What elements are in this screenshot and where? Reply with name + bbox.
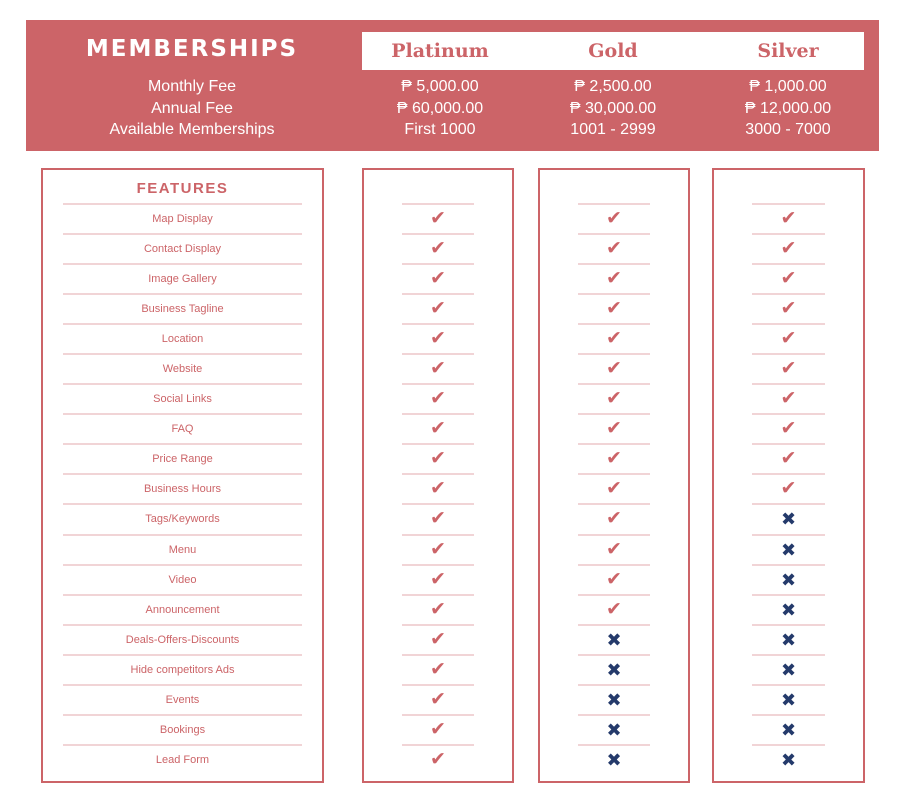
check-icon: ✔ bbox=[430, 568, 446, 590]
check-icon: ✔ bbox=[430, 208, 446, 229]
check-icon: ✔ bbox=[780, 448, 797, 470]
row-divider bbox=[402, 564, 474, 566]
check-icon: ✔ bbox=[606, 508, 622, 530]
row-divider bbox=[63, 503, 302, 505]
check-icon: ✔ bbox=[780, 268, 797, 290]
platinum-feature-row bbox=[364, 353, 512, 383]
platinum-feature-row bbox=[364, 654, 512, 684]
row-divider bbox=[402, 323, 474, 325]
feature-row bbox=[43, 684, 322, 714]
platinum-feature-row bbox=[364, 263, 512, 293]
check-icon: ✔ bbox=[606, 298, 622, 320]
row-divider bbox=[752, 534, 825, 536]
cross-icon: ✖ bbox=[780, 719, 797, 740]
check-icon: ✔ bbox=[430, 478, 446, 500]
feature-label: Business Tagline bbox=[141, 303, 224, 316]
row-divider bbox=[63, 624, 302, 626]
platinum-feature-row bbox=[364, 293, 512, 323]
gold-feature-row bbox=[540, 263, 688, 293]
feature-row bbox=[43, 263, 322, 293]
gold-feature-row bbox=[540, 594, 688, 624]
row-divider bbox=[578, 594, 650, 596]
row-divider bbox=[752, 293, 825, 295]
feature-label: Business Hours bbox=[143, 483, 222, 496]
row-divider bbox=[578, 383, 650, 385]
feature-row bbox=[43, 443, 322, 473]
check-icon: ✔ bbox=[430, 748, 446, 770]
check-icon: ✔ bbox=[430, 688, 446, 710]
feature-label: FAQ bbox=[171, 423, 194, 436]
row-divider bbox=[402, 744, 474, 746]
feature-row bbox=[43, 203, 322, 233]
row-divider bbox=[63, 383, 302, 385]
feature-row bbox=[43, 323, 322, 353]
silver-monthly-fee: ₱ 1,000.00 bbox=[749, 78, 827, 95]
row-divider bbox=[402, 203, 474, 205]
silver-feature-row bbox=[714, 564, 863, 594]
row-divider bbox=[63, 293, 302, 295]
platinum-feature-row bbox=[364, 564, 512, 594]
row-divider bbox=[63, 323, 302, 325]
feature-row bbox=[43, 503, 322, 533]
check-icon: ✔ bbox=[430, 298, 446, 320]
cross-icon: ✖ bbox=[780, 599, 797, 620]
row-divider bbox=[402, 714, 474, 716]
features-heading: FEATURES bbox=[136, 180, 229, 197]
check-icon: ✔ bbox=[606, 388, 622, 410]
feature-label: Social Links bbox=[153, 393, 212, 406]
gold-feature-marks bbox=[540, 203, 688, 774]
gold-available: 1001 - 2999 bbox=[570, 121, 656, 138]
silver-feature-row bbox=[714, 503, 863, 533]
cross-icon: ✖ bbox=[780, 569, 797, 590]
tier-name-platinum: Platinum bbox=[391, 40, 489, 62]
check-icon: ✔ bbox=[430, 238, 446, 260]
row-divider bbox=[752, 744, 825, 746]
silver-available: 3000 - 7000 bbox=[745, 121, 831, 138]
check-icon: ✔ bbox=[430, 388, 446, 410]
row-divider bbox=[402, 624, 474, 626]
check-icon: ✔ bbox=[606, 538, 622, 560]
platinum-feature-row bbox=[364, 714, 512, 744]
silver-feature-row bbox=[714, 684, 863, 714]
platinum-monthly-fee: ₱ 5,000.00 bbox=[401, 78, 479, 95]
check-icon: ✔ bbox=[430, 328, 446, 350]
monthly-fee-label: Monthly Fee bbox=[147, 78, 237, 95]
annual-fee-label: Annual Fee bbox=[151, 100, 233, 117]
row-divider bbox=[752, 233, 825, 235]
row-divider bbox=[752, 594, 825, 596]
cross-icon: ✖ bbox=[780, 659, 797, 680]
check-icon: ✔ bbox=[780, 418, 797, 440]
row-divider bbox=[578, 203, 650, 205]
silver-feature-row bbox=[714, 293, 863, 323]
check-icon: ✔ bbox=[606, 208, 622, 229]
row-divider bbox=[578, 744, 650, 746]
feature-label: Contact Display bbox=[143, 243, 222, 256]
silver-column bbox=[712, 168, 865, 783]
platinum-feature-row bbox=[364, 534, 512, 564]
silver-feature-row bbox=[714, 323, 863, 353]
check-icon: ✔ bbox=[780, 388, 797, 410]
row-divider bbox=[578, 233, 650, 235]
gold-monthly-fee: ₱ 2,500.00 bbox=[574, 78, 652, 95]
row-divider bbox=[63, 263, 302, 265]
check-icon: ✔ bbox=[780, 478, 797, 500]
row-divider bbox=[63, 744, 302, 746]
annual-fee-row bbox=[26, 98, 879, 120]
check-icon: ✔ bbox=[430, 718, 446, 740]
feature-row bbox=[43, 233, 322, 263]
silver-annual-fee: ₱ 12,000.00 bbox=[744, 100, 832, 117]
row-divider bbox=[402, 383, 474, 385]
row-divider bbox=[63, 684, 302, 686]
row-divider bbox=[63, 564, 302, 566]
silver-feature-marks bbox=[714, 203, 863, 774]
silver-feature-row bbox=[714, 714, 863, 744]
check-icon: ✔ bbox=[606, 418, 622, 440]
silver-feature-row bbox=[714, 353, 863, 383]
platinum-feature-row bbox=[364, 503, 512, 533]
row-divider bbox=[63, 473, 302, 475]
row-divider bbox=[402, 443, 474, 445]
row-divider bbox=[402, 473, 474, 475]
row-divider bbox=[578, 654, 650, 656]
row-divider bbox=[63, 413, 302, 415]
silver-feature-row bbox=[714, 413, 863, 443]
feature-label: Location bbox=[161, 333, 204, 346]
page-title: MEMBERSHIPS bbox=[85, 36, 299, 62]
row-divider bbox=[402, 654, 474, 656]
silver-feature-row bbox=[714, 744, 863, 774]
check-icon: ✔ bbox=[780, 238, 797, 260]
row-divider bbox=[752, 624, 825, 626]
row-divider bbox=[578, 534, 650, 536]
check-icon: ✔ bbox=[606, 568, 622, 590]
feature-label: Tags/Keywords bbox=[145, 513, 220, 526]
gold-feature-row bbox=[540, 473, 688, 503]
feature-row bbox=[43, 413, 322, 443]
available-memberships-row bbox=[26, 119, 879, 141]
platinum-feature-row bbox=[364, 594, 512, 624]
platinum-feature-row bbox=[364, 624, 512, 654]
row-divider bbox=[752, 503, 825, 505]
platinum-feature-row bbox=[364, 203, 512, 233]
row-divider bbox=[578, 413, 650, 415]
row-divider bbox=[402, 263, 474, 265]
feature-label: Bookings bbox=[159, 723, 206, 736]
platinum-annual-fee: ₱ 60,000.00 bbox=[396, 100, 484, 117]
row-divider bbox=[402, 594, 474, 596]
feature-label: Price Range bbox=[152, 453, 213, 466]
check-icon: ✔ bbox=[430, 358, 446, 380]
gold-feature-row bbox=[540, 503, 688, 533]
platinum-feature-row bbox=[364, 383, 512, 413]
platinum-feature-row bbox=[364, 323, 512, 353]
gold-feature-row bbox=[540, 353, 688, 383]
cross-icon: ✖ bbox=[780, 539, 797, 560]
cross-icon: ✖ bbox=[606, 749, 622, 770]
tier-name-silver: Silver bbox=[757, 40, 819, 62]
row-divider bbox=[752, 383, 825, 385]
platinum-feature-row bbox=[364, 443, 512, 473]
row-divider bbox=[63, 443, 302, 445]
feature-row bbox=[43, 564, 322, 594]
platinum-feature-marks bbox=[364, 203, 512, 774]
feature-label: Map Display bbox=[152, 213, 213, 225]
cross-icon: ✖ bbox=[606, 629, 622, 650]
row-divider bbox=[63, 353, 302, 355]
feature-list bbox=[43, 203, 322, 774]
cross-icon: ✖ bbox=[780, 629, 797, 650]
check-icon: ✔ bbox=[780, 358, 797, 380]
feature-label: Video bbox=[168, 573, 197, 586]
check-icon: ✔ bbox=[606, 328, 622, 350]
tier-header-bar bbox=[362, 32, 864, 70]
feature-label: Announcement bbox=[145, 603, 220, 616]
row-divider bbox=[752, 203, 825, 205]
check-icon: ✔ bbox=[430, 268, 446, 290]
feature-row bbox=[43, 654, 322, 684]
row-divider bbox=[63, 203, 302, 205]
row-divider bbox=[63, 654, 302, 656]
row-divider bbox=[402, 293, 474, 295]
silver-feature-row bbox=[714, 624, 863, 654]
gold-feature-row bbox=[540, 443, 688, 473]
row-divider bbox=[578, 263, 650, 265]
cross-icon: ✖ bbox=[780, 689, 797, 710]
check-icon: ✔ bbox=[606, 478, 622, 500]
feature-row bbox=[43, 624, 322, 654]
gold-column bbox=[538, 168, 690, 783]
gold-feature-row bbox=[540, 203, 688, 233]
row-divider bbox=[402, 413, 474, 415]
platinum-feature-row bbox=[364, 413, 512, 443]
row-divider bbox=[752, 353, 825, 355]
feature-row bbox=[43, 473, 322, 503]
row-divider bbox=[402, 233, 474, 235]
row-divider bbox=[578, 503, 650, 505]
gold-feature-row bbox=[540, 293, 688, 323]
gold-feature-row bbox=[540, 654, 688, 684]
check-icon: ✔ bbox=[430, 538, 446, 560]
cross-icon: ✖ bbox=[780, 749, 797, 770]
feature-label: Events bbox=[165, 693, 200, 706]
tier-name-gold: Gold bbox=[588, 40, 638, 62]
silver-feature-row bbox=[714, 534, 863, 564]
feature-row bbox=[43, 293, 322, 323]
check-icon: ✔ bbox=[430, 598, 446, 620]
silver-feature-row bbox=[714, 383, 863, 413]
row-divider bbox=[402, 353, 474, 355]
silver-feature-row bbox=[714, 594, 863, 624]
gold-feature-row bbox=[540, 233, 688, 263]
gold-feature-row bbox=[540, 684, 688, 714]
platinum-feature-row bbox=[364, 744, 512, 774]
check-icon: ✔ bbox=[606, 238, 622, 260]
feature-row bbox=[43, 714, 322, 744]
silver-feature-row bbox=[714, 233, 863, 263]
feature-label: Menu bbox=[168, 543, 197, 556]
row-divider bbox=[402, 534, 474, 536]
row-divider bbox=[578, 564, 650, 566]
check-icon: ✔ bbox=[430, 418, 446, 440]
row-divider bbox=[402, 503, 474, 505]
row-divider bbox=[578, 293, 650, 295]
silver-feature-row bbox=[714, 443, 863, 473]
platinum-column bbox=[362, 168, 514, 783]
gold-feature-row bbox=[540, 534, 688, 564]
row-divider bbox=[578, 624, 650, 626]
gold-feature-row bbox=[540, 714, 688, 744]
available-memberships-label: Available Memberships bbox=[109, 121, 275, 138]
cross-icon: ✖ bbox=[606, 689, 622, 710]
check-icon: ✔ bbox=[430, 508, 446, 530]
row-divider bbox=[752, 323, 825, 325]
row-divider bbox=[752, 654, 825, 656]
feature-row bbox=[43, 353, 322, 383]
feature-row bbox=[43, 594, 322, 624]
gold-feature-row bbox=[540, 383, 688, 413]
gold-feature-row bbox=[540, 564, 688, 594]
feature-label: Website bbox=[162, 363, 203, 376]
check-icon: ✔ bbox=[780, 208, 797, 229]
platinum-feature-row bbox=[364, 473, 512, 503]
row-divider bbox=[752, 684, 825, 686]
check-icon: ✔ bbox=[780, 298, 797, 320]
feature-label: Deals-Offers-Discounts bbox=[125, 633, 240, 646]
feature-label: Hide competitors Ads bbox=[130, 663, 235, 676]
platinum-feature-row bbox=[364, 233, 512, 263]
check-icon: ✔ bbox=[430, 448, 446, 470]
row-divider bbox=[752, 564, 825, 566]
row-divider bbox=[752, 714, 825, 716]
row-divider bbox=[578, 353, 650, 355]
feature-label: Image Gallery bbox=[148, 273, 217, 286]
row-divider bbox=[402, 684, 474, 686]
check-icon: ✔ bbox=[430, 628, 446, 650]
row-divider bbox=[752, 263, 825, 265]
platinum-feature-row bbox=[364, 684, 512, 714]
check-icon: ✔ bbox=[606, 268, 622, 290]
platinum-available: First 1000 bbox=[404, 121, 476, 138]
feature-row bbox=[43, 744, 322, 774]
gold-feature-row bbox=[540, 323, 688, 353]
row-divider bbox=[578, 714, 650, 716]
gold-feature-row bbox=[540, 413, 688, 443]
feature-row bbox=[43, 383, 322, 413]
row-divider bbox=[752, 473, 825, 475]
monthly-fee-row bbox=[26, 76, 879, 98]
row-divider bbox=[63, 594, 302, 596]
row-divider bbox=[752, 443, 825, 445]
row-divider bbox=[63, 714, 302, 716]
silver-feature-row bbox=[714, 203, 863, 233]
check-icon: ✔ bbox=[780, 328, 797, 350]
cross-icon: ✖ bbox=[780, 509, 797, 530]
row-divider bbox=[578, 443, 650, 445]
row-divider bbox=[578, 473, 650, 475]
gold-feature-row bbox=[540, 744, 688, 774]
gold-feature-row bbox=[540, 624, 688, 654]
row-divider bbox=[578, 323, 650, 325]
check-icon: ✔ bbox=[606, 448, 622, 470]
gold-annual-fee: ₱ 30,000.00 bbox=[569, 100, 657, 117]
silver-feature-row bbox=[714, 654, 863, 684]
row-divider bbox=[578, 684, 650, 686]
cross-icon: ✖ bbox=[606, 659, 622, 680]
silver-feature-row bbox=[714, 473, 863, 503]
row-divider bbox=[63, 233, 302, 235]
row-divider bbox=[752, 413, 825, 415]
check-icon: ✔ bbox=[606, 598, 622, 620]
cross-icon: ✖ bbox=[606, 719, 622, 740]
feature-label: Lead Form bbox=[155, 753, 210, 766]
check-icon: ✔ bbox=[606, 358, 622, 380]
features-panel bbox=[41, 168, 324, 783]
row-divider bbox=[63, 534, 302, 536]
memberships-banner bbox=[26, 20, 879, 151]
silver-feature-row bbox=[714, 263, 863, 293]
feature-row bbox=[43, 534, 322, 564]
check-icon: ✔ bbox=[430, 658, 446, 680]
